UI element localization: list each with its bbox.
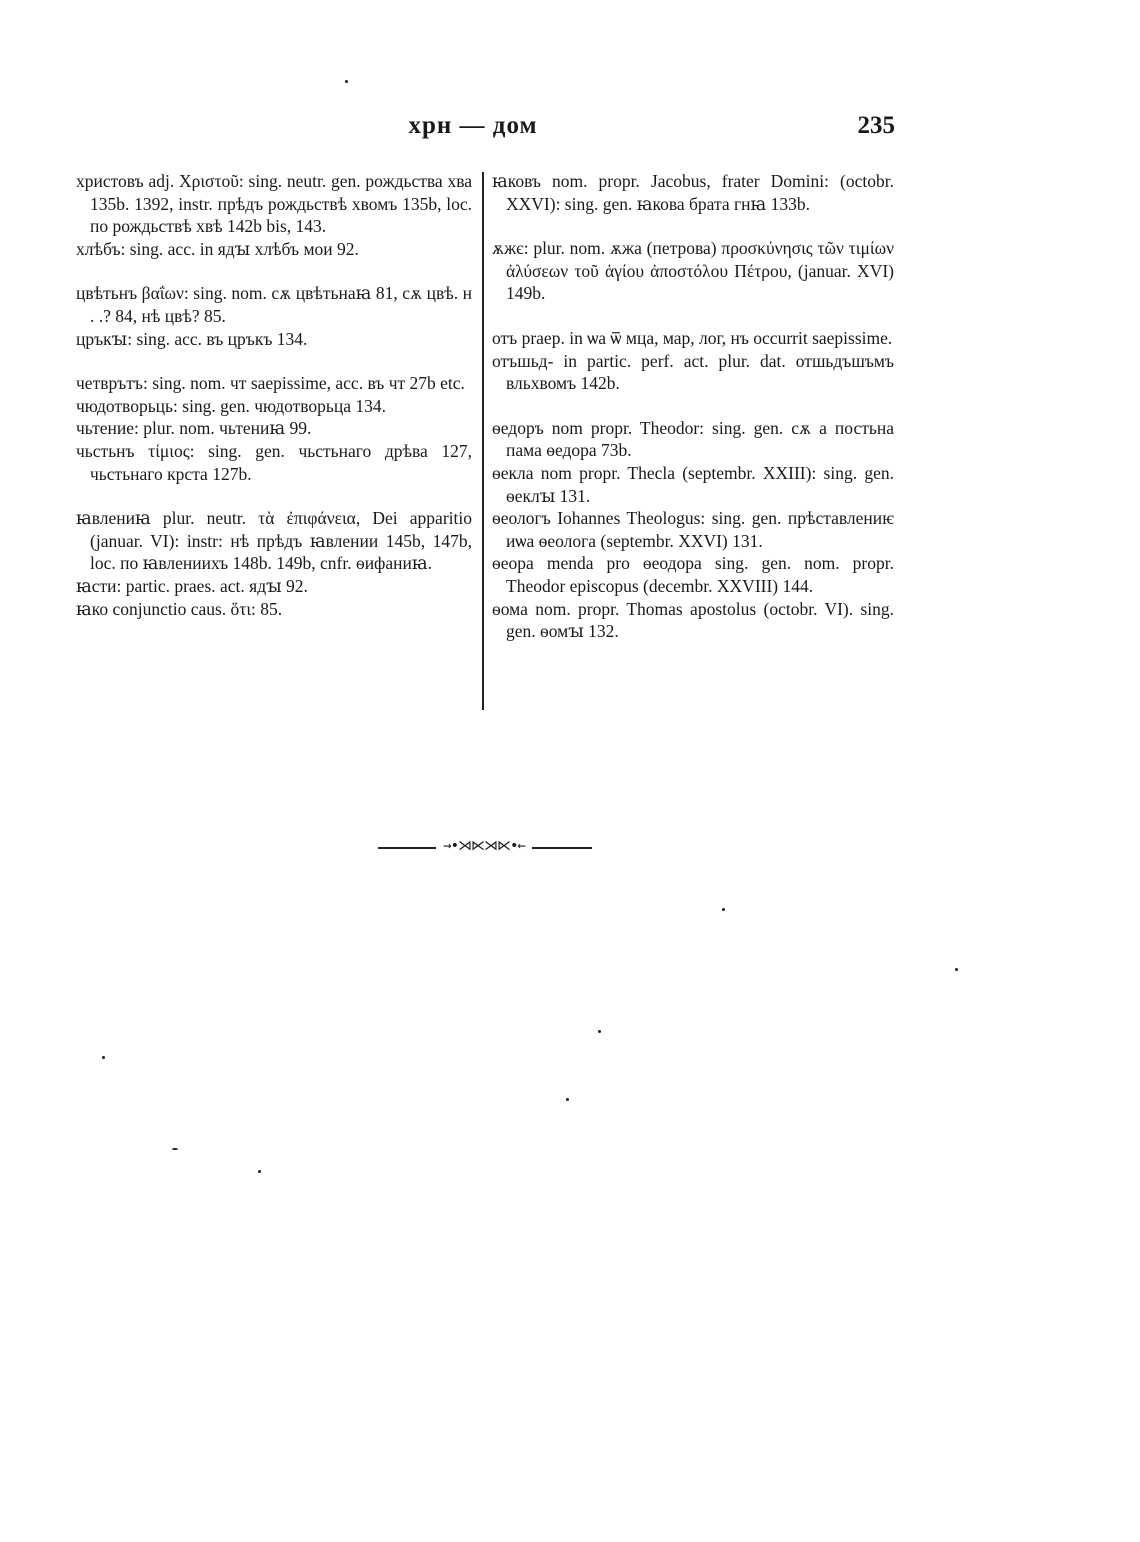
- dictionary-entry: ꙗковъ nom. propr. Jacobus, frater Domini: (octobr. XXVI): sing. gen. ꙗкова брата гнꙗ 133b.: [492, 171, 894, 214]
- dictionary-entry: чьтениe: plur. nom. чьтениꙗ 99.: [76, 418, 312, 439]
- dictionary-entry: ѳеора menda pro ѳеодора sing. gen. nom. propr. Theodor episcopus (decembr. XXVIII) 144.: [492, 553, 894, 596]
- running-header: хрн — дом: [408, 112, 538, 139]
- print-speck: [172, 1148, 178, 1150]
- print-speck: [598, 1030, 601, 1033]
- dictionary-entry: чьстьнъ τίμιος: sing. gen. чьстьнаго дрѣва 127, чьстьнаго крста 127b.: [76, 440, 472, 484]
- entry-gap: [76, 350, 472, 372]
- entry-gap: [76, 260, 472, 282]
- dictionary-entry: ꙗвлениꙗ plur. neutr. τὰ ἐπιφάνεια, Dei apparitio (januar. VI): instr: нѣ прѣдъ ꙗвлении 145b, 147b, loc. по ꙗвлениихъ 148b. 149b, cnfr. ѳифаниꙗ.: [76, 508, 472, 574]
- entry-gap: [76, 485, 472, 507]
- print-speck: [102, 1056, 105, 1059]
- print-speck: [345, 80, 348, 83]
- dictionary-entry: хлѣбъ: sing. acc. in ядꙑ хлѣбъ мои 92.: [76, 238, 359, 259]
- page-number: 235: [857, 112, 895, 139]
- dictionary-entry: ѳедоръ nom propr. Theodor: sing. gen. сѫ а постьна пама ѳедора 73b.: [492, 417, 894, 461]
- entry-gap: [492, 305, 894, 327]
- right-column: [492, 170, 894, 643]
- print-speck: [722, 908, 725, 911]
- ornament-rule-left: [378, 847, 436, 849]
- dictionary-entry: отъшьд- in partic. perf. act. plur. dat. отшьдъшъмъ вльхвомъ 142b.: [492, 350, 894, 394]
- dictionary-entry: цръкꙑ: sing. acc. въ цръкъ 134.: [76, 328, 308, 349]
- dictionary-entry: ꙗсти: partic. praes. act. ядꙑ 92.: [76, 575, 308, 596]
- dictionary-entry: отъ praep. in ѡа ѿ мца, мар, лог, нъ occurrit saepissime.: [492, 327, 893, 348]
- left-column: [76, 170, 472, 620]
- dictionary-entry: цвѣтьнъ βαΐων: sing. nom. сѫ цвѣтьнаꙗ 81, сѫ цвѣ. н . .? 84, нѣ цвѣ? 85.: [76, 283, 472, 326]
- dictionary-entry: ѳекла nom propr. Thecla (septembr. XXIII): sing. gen. ѳеклꙑ 131.: [492, 462, 894, 506]
- ornament-rule-right: [532, 847, 592, 849]
- dictionary-entry: чюдотворьць: sing. gen. чюдотворьца 134.: [76, 395, 387, 416]
- dictionary-entry: ꙗко conjunctio caus. ὅτι: 85.: [76, 598, 283, 619]
- column-divider: [482, 172, 484, 710]
- dictionary-entry: ѳеологъ Iohannes Theologus: sing. gen. прѣставлениѥ иѡа ѳеолога (septembr. XXVI) 131.: [492, 508, 894, 551]
- print-speck: [955, 968, 958, 971]
- dictionary-entry: четврътъ: sing. nom. чт saepissime, acc. въ чт 27b etc.: [76, 373, 465, 394]
- entry-gap: [492, 215, 894, 237]
- ornament-glyph: →•⋊⋉⋊⋉•←: [443, 838, 525, 854]
- print-speck: [258, 1170, 261, 1173]
- print-speck: [566, 1098, 569, 1101]
- dictionary-entry: ѳома nom. propr. Thomas apostolus (octobr. VI). sing. gen. ѳомꙑ 132.: [492, 598, 894, 642]
- entry-gap: [492, 395, 894, 417]
- dictionary-entry: христовъ adj. Χριστοῦ: sing. neutr. gen. рождьства хва 135b. 1392, instr. прѣдъ рождьствѣ хвомъ 135b, loc. по рождьствѣ хвѣ 142b bis, 143.: [76, 171, 472, 237]
- end-ornament: [378, 838, 592, 854]
- dictionary-entry: ѫжє: plur. nom. ѫжа (петрова) προσκύνησις τῶν τιμίων ἀλύσεων τοῦ ἁγίου ἀποστόλου Πέτρου, (januar. XVI) 149b.: [492, 238, 894, 304]
